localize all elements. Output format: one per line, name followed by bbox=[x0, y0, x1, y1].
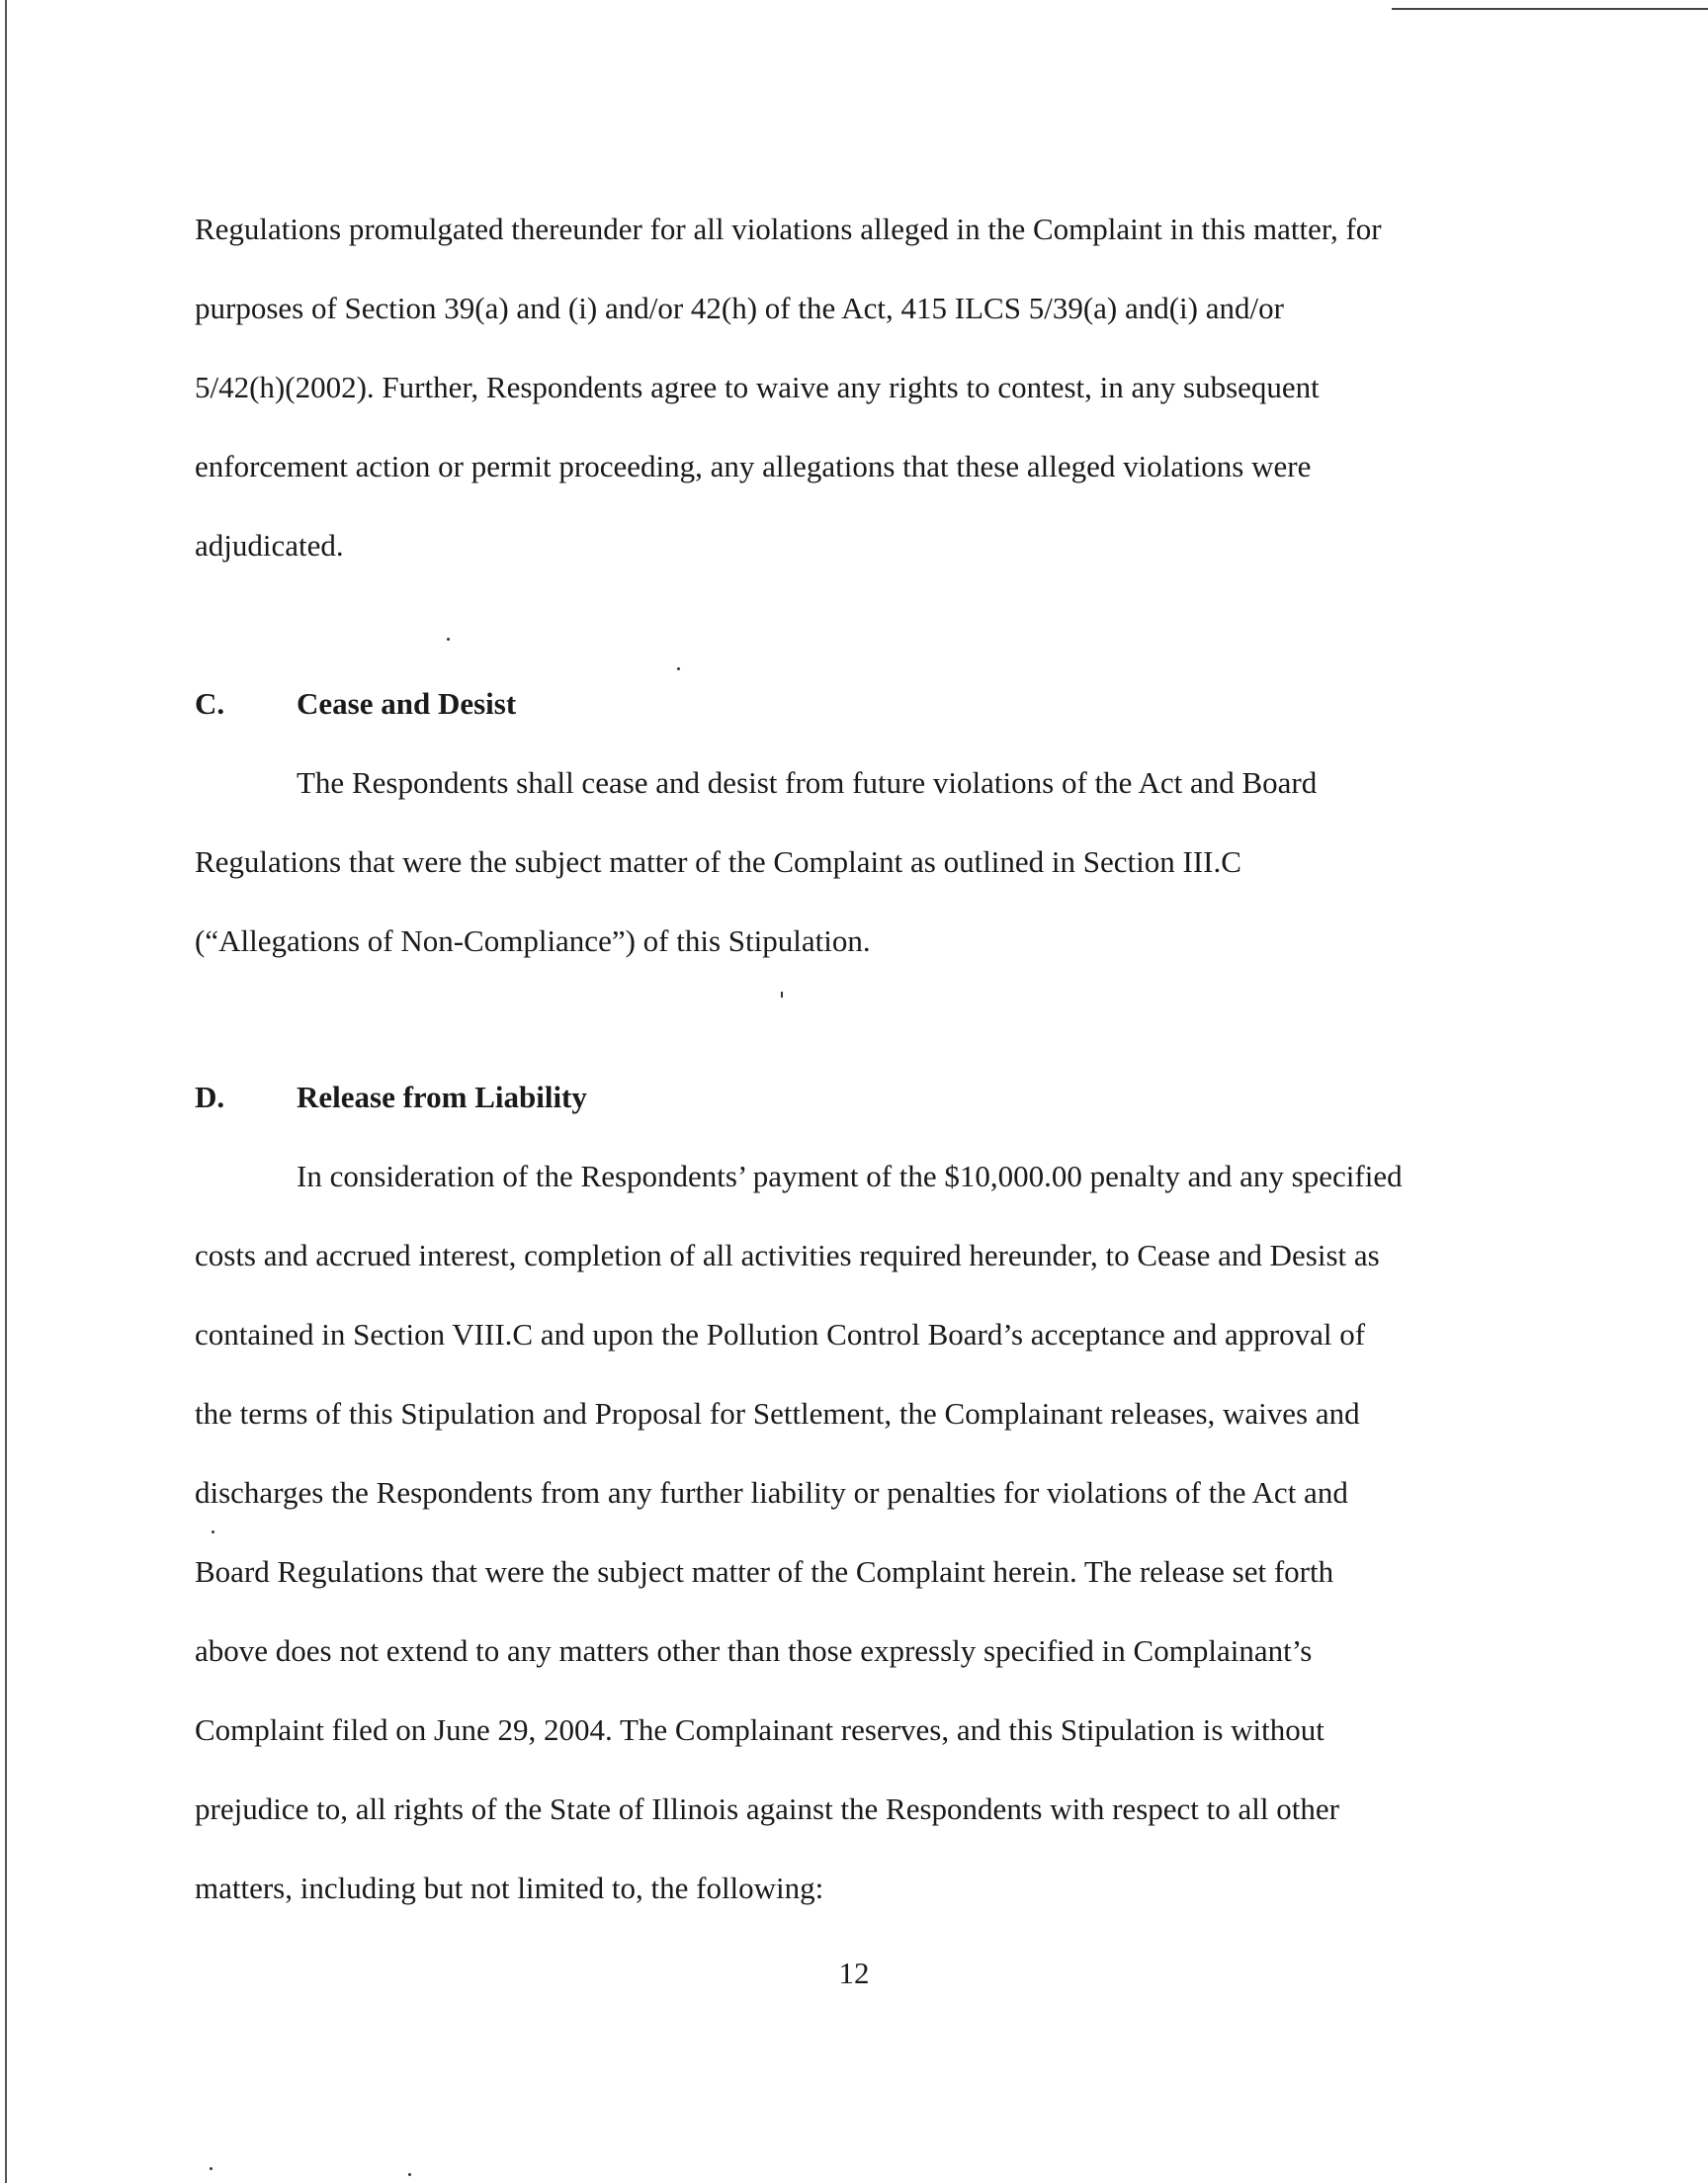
scan-speck bbox=[781, 992, 783, 998]
section-c-line: (“Allegations of Non-Compliance”) of this Stipulation. bbox=[195, 923, 871, 958]
scan-speck bbox=[408, 2173, 411, 2176]
section-d-line: costs and accrued interest, completion of all activities required hereunder, to Cease and Desist as bbox=[195, 1238, 1380, 1272]
section-c-line: Regulations that were the subject matter of the Complaint as outlined in Section III.C bbox=[195, 844, 1241, 879]
intro-line: adjudicated. bbox=[195, 528, 344, 563]
section-d-line: the terms of this Stipulation and Proposal for Settlement, the Complainant releases, waives and bbox=[195, 1396, 1360, 1431]
section-d-title: Release from Liability bbox=[297, 1080, 587, 1114]
section-d-line: above does not extend to any matters other than those expressly specified in Complainant’s bbox=[195, 1633, 1313, 1668]
intro-line: enforcement action or permit proceeding, any allegations that these alleged violations were bbox=[195, 449, 1312, 483]
scan-top-rule bbox=[1392, 8, 1708, 10]
scan-left-edge bbox=[5, 0, 7, 2183]
section-d-heading bbox=[195, 1080, 587, 1115]
section-d-line: Complaint filed on June 29, 2004. The Complainant reserves, and this Stipulation is without bbox=[195, 1712, 1324, 1747]
scan-speck bbox=[212, 1530, 214, 1533]
scan-speck bbox=[210, 2167, 213, 2170]
section-d-letter: D. bbox=[195, 1080, 225, 1114]
section-c-line: The Respondents shall cease and desist from future violations of the Act and Board bbox=[297, 765, 1318, 800]
section-c-title: Cease and Desist bbox=[297, 686, 517, 721]
page-number: 12 bbox=[838, 1956, 870, 1990]
scan-speck bbox=[447, 638, 450, 641]
section-c-letter: C. bbox=[195, 686, 225, 721]
scan-speck bbox=[677, 667, 680, 670]
intro-line: 5/42(h)(2002). Further, Respondents agree to waive any rights to contest, in any subsequent bbox=[195, 370, 1320, 404]
section-d-line: prejudice to, all rights of the State of Illinois against the Respondents with respect to all other bbox=[195, 1791, 1339, 1826]
section-d-line: discharges the Respondents from any further liability or penalties for violations of the Act and bbox=[195, 1475, 1348, 1510]
intro-line: purposes of Section 39(a) and (i) and/or 42(h) of the Act, 415 ILCS 5/39(a) and(i) and/or bbox=[195, 291, 1284, 325]
section-d-line: contained in Section VIII.C and upon the Pollution Control Board’s acceptance and approval of bbox=[195, 1317, 1366, 1352]
section-d-line: matters, including but not limited to, the following: bbox=[195, 1871, 824, 1905]
intro-line: Regulations promulgated thereunder for all violations alleged in the Complaint in this matter, for bbox=[195, 212, 1382, 246]
section-d-line: Board Regulations that were the subject matter of the Complaint herein. The release set forth bbox=[195, 1554, 1334, 1589]
section-c-heading bbox=[195, 686, 516, 722]
section-d-line: In consideration of the Respondents’ payment of the $10,000.00 penalty and any specified bbox=[297, 1159, 1403, 1193]
